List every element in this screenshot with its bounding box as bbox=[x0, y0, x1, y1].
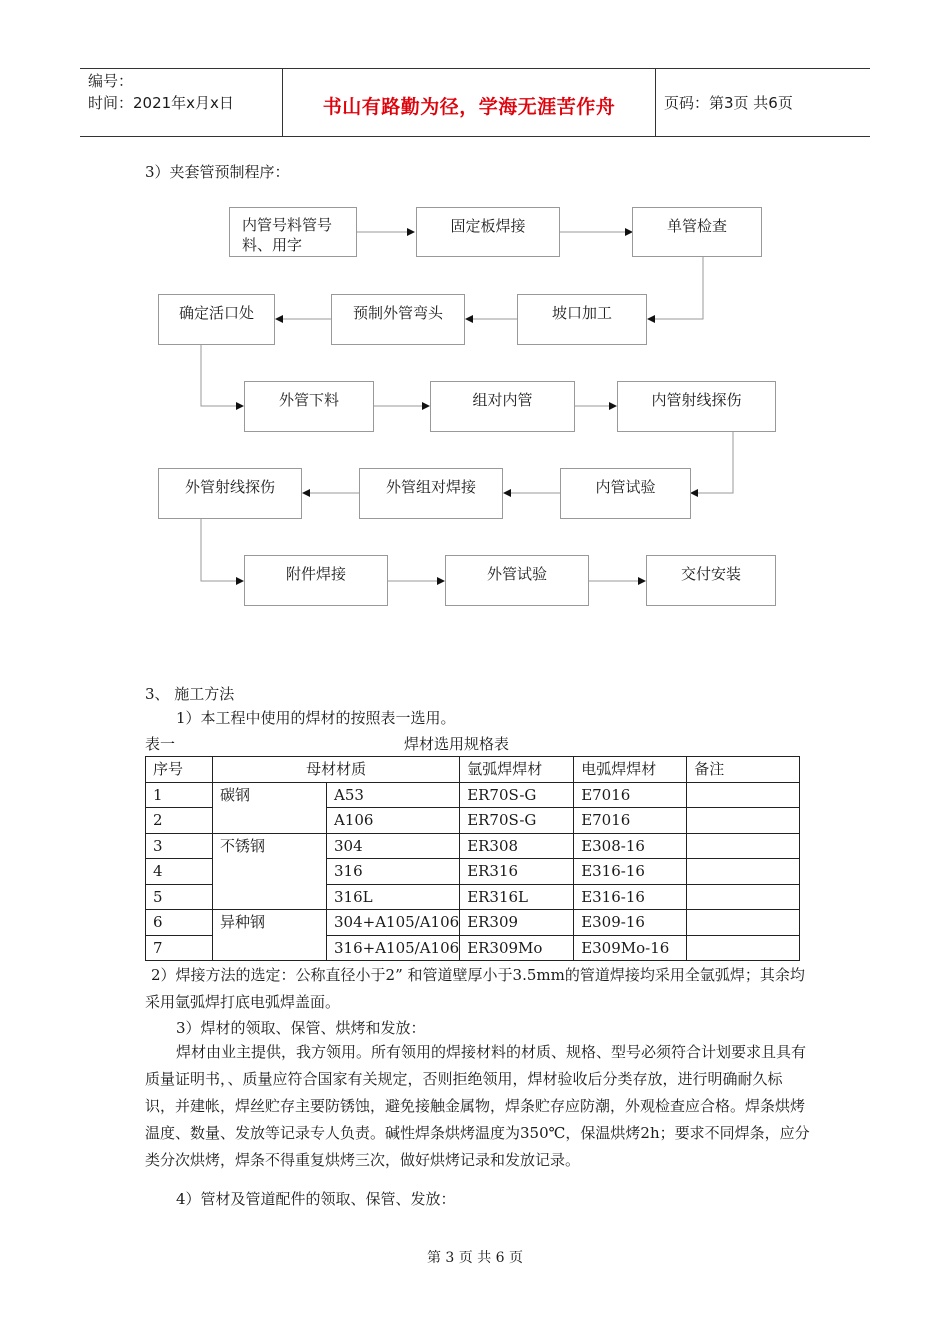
table-cell: 4 bbox=[146, 859, 213, 885]
table-cell: 1 bbox=[146, 782, 213, 808]
flow-step-prefab-outer-elbow bbox=[331, 294, 465, 345]
table-cell: ER309Mo bbox=[460, 935, 574, 961]
flow-step-label: 单管检查 bbox=[666, 217, 727, 235]
table-caption: 焊材选用规格表 bbox=[404, 735, 510, 753]
table-row bbox=[146, 782, 800, 808]
table-cell bbox=[687, 859, 800, 885]
table-row bbox=[146, 833, 800, 859]
flowchart-connectors bbox=[0, 0, 950, 620]
table-cell bbox=[687, 782, 800, 808]
table-header: 氩弧焊焊材 bbox=[460, 757, 574, 783]
flow-step-label: 坡口加工 bbox=[551, 304, 612, 322]
flow-step-label: 预制外管弯头 bbox=[352, 304, 443, 322]
table-cell: 316 bbox=[327, 859, 460, 885]
flow-arrow bbox=[201, 345, 243, 406]
flow-step-label: 内管试验 bbox=[595, 478, 656, 496]
paragraph-filler-handling: 焊材由业主提供，我方领用。所有领用的焊接材料的材质、规格、型号必须符合计划要求且具有质量证明书，、质量应符合国家有关规定，否则拒绝领用，焊材验收后分类存放，进行明确耐久标识，并建帐，焊丝贮存主要防锈蚀，避免接触金属物，焊条贮存应防潮，外观检查应合格。焊条烘烤温度、数量、发放等记录专人负责。碱性焊条烘烤温度为350℃，保温烘烤2h；要求不同焊条，应分类分次烘烤，焊条不得重复烘烤三次，做好烘烤记录和发放记录。 bbox=[145, 1043, 810, 1169]
welding-material-table bbox=[145, 756, 800, 961]
table-cell: 3 bbox=[146, 833, 213, 859]
flow-step-determine-joint bbox=[158, 294, 275, 345]
table-cell: ER70S-G bbox=[460, 782, 574, 808]
table-cell: 316+A105/A106 bbox=[327, 935, 460, 961]
flow-step-handover-install bbox=[646, 555, 776, 606]
method-item-1: 1）本工程中使用的焊材的按照表一选用。 bbox=[176, 709, 456, 727]
table-cell bbox=[687, 935, 800, 961]
table-cell: E308-16 bbox=[574, 833, 687, 859]
flow-step-label: 组对内管 bbox=[472, 391, 533, 409]
table-cell: E316-16 bbox=[574, 884, 687, 910]
flow-step-label: 内管号料管号料、用字 bbox=[242, 216, 333, 254]
table-cell: E316-16 bbox=[574, 859, 687, 885]
table-row bbox=[146, 910, 800, 936]
paragraph-title-filler: 3）焊材的领取、保管、烘烤和发放： bbox=[176, 1019, 426, 1037]
table-cell: 2 bbox=[146, 808, 213, 834]
table-cell: E309-16 bbox=[574, 910, 687, 936]
section-title-prefab: 3）夹套管预制程序： bbox=[145, 163, 290, 181]
table-group-cell: 碳钢 bbox=[213, 782, 327, 833]
table-cell: ER316 bbox=[460, 859, 574, 885]
table-header: 母材材质 bbox=[213, 757, 460, 783]
flow-step-label: 外管试验 bbox=[486, 565, 547, 583]
flow-step-label: 交付安装 bbox=[680, 565, 741, 583]
table-group-cell: 不锈钢 bbox=[213, 833, 327, 910]
flow-step-inner-test bbox=[560, 468, 691, 519]
table-cell: 7 bbox=[146, 935, 213, 961]
table-cell: A106 bbox=[327, 808, 460, 834]
table-header: 序号 bbox=[146, 757, 213, 783]
table-cell: ER70S-G bbox=[460, 808, 574, 834]
flow-step-bevel-machining bbox=[517, 294, 647, 345]
flow-step-label: 确定活口处 bbox=[178, 304, 254, 322]
table-header: 备注 bbox=[687, 757, 800, 783]
table-cell: 6 bbox=[146, 910, 213, 936]
table-cell: ER308 bbox=[460, 833, 574, 859]
flow-step-outer-test bbox=[445, 555, 589, 606]
flow-arrow bbox=[691, 432, 733, 493]
flow-arrow bbox=[648, 257, 703, 319]
table-header: 电弧焊焊材 bbox=[574, 757, 687, 783]
flow-step-assemble-inner bbox=[430, 381, 575, 432]
flow-step-label: 外管下料 bbox=[278, 391, 339, 409]
table-cell: 304+A105/A106 bbox=[327, 910, 460, 936]
flow-arrow bbox=[201, 519, 243, 581]
flow-step-label: 固定板焊接 bbox=[450, 217, 526, 235]
table-cell: E7016 bbox=[574, 808, 687, 834]
table-cell: 304 bbox=[327, 833, 460, 859]
table-cell: 316L bbox=[327, 884, 460, 910]
flow-step-label: 外管组对焊接 bbox=[385, 478, 476, 496]
table-cell: E309Mo-16 bbox=[574, 935, 687, 961]
flow-step-inner-radiography bbox=[617, 381, 776, 432]
flow-step-inner-pipe-marking bbox=[229, 207, 357, 257]
flow-step-outer-assembly-welding bbox=[359, 468, 503, 519]
table-group-cell: 异种钢 bbox=[213, 910, 327, 961]
doc-number-label: 编号： bbox=[88, 72, 134, 90]
flow-step-label: 附件焊接 bbox=[285, 565, 346, 583]
table-cell bbox=[687, 910, 800, 936]
table-cell bbox=[687, 808, 800, 834]
page-footer: 第 3 页 共 6 页 bbox=[426, 1250, 524, 1266]
header-motto: 书山有路勤为径，学海无涯苦作舟 bbox=[322, 96, 616, 118]
table-cell: E7016 bbox=[574, 782, 687, 808]
table-header-row bbox=[146, 757, 800, 783]
table-cell bbox=[687, 833, 800, 859]
flow-step-attachment-welding bbox=[244, 555, 388, 606]
flow-step-single-pipe-check bbox=[632, 207, 762, 257]
flow-step-outer-radiography bbox=[158, 468, 302, 519]
table-cell: ER309 bbox=[460, 910, 574, 936]
flow-step-fixed-plate-welding bbox=[416, 207, 560, 257]
table-label: 表一 bbox=[145, 735, 176, 753]
doc-time-label: 时间：2021年x月x日 bbox=[88, 94, 234, 112]
header-page-number: 页码：第3页 共6页 bbox=[664, 94, 793, 112]
flow-step-outer-pipe-cutting bbox=[244, 381, 374, 432]
table-cell: ER316L bbox=[460, 884, 574, 910]
table-cell: A53 bbox=[327, 782, 460, 808]
flow-step-label: 内管射线探伤 bbox=[651, 391, 742, 409]
paragraph-welding-method: 2）焊接方法的选定：公称直径小于2” 和管道壁厚小于3.5mm的管道焊接均采用全氩弧焊；其余均采用氩弧焊打底电弧焊盖面。 bbox=[145, 966, 805, 1011]
section-title-method: 3、 施工方法 bbox=[145, 685, 235, 703]
table-cell bbox=[687, 884, 800, 910]
paragraph-title-pipe-materials: 4）管材及管道配件的领取、保管、发放： bbox=[176, 1190, 456, 1208]
flow-step-label: 外管射线探伤 bbox=[184, 478, 275, 496]
table-cell: 5 bbox=[146, 884, 213, 910]
